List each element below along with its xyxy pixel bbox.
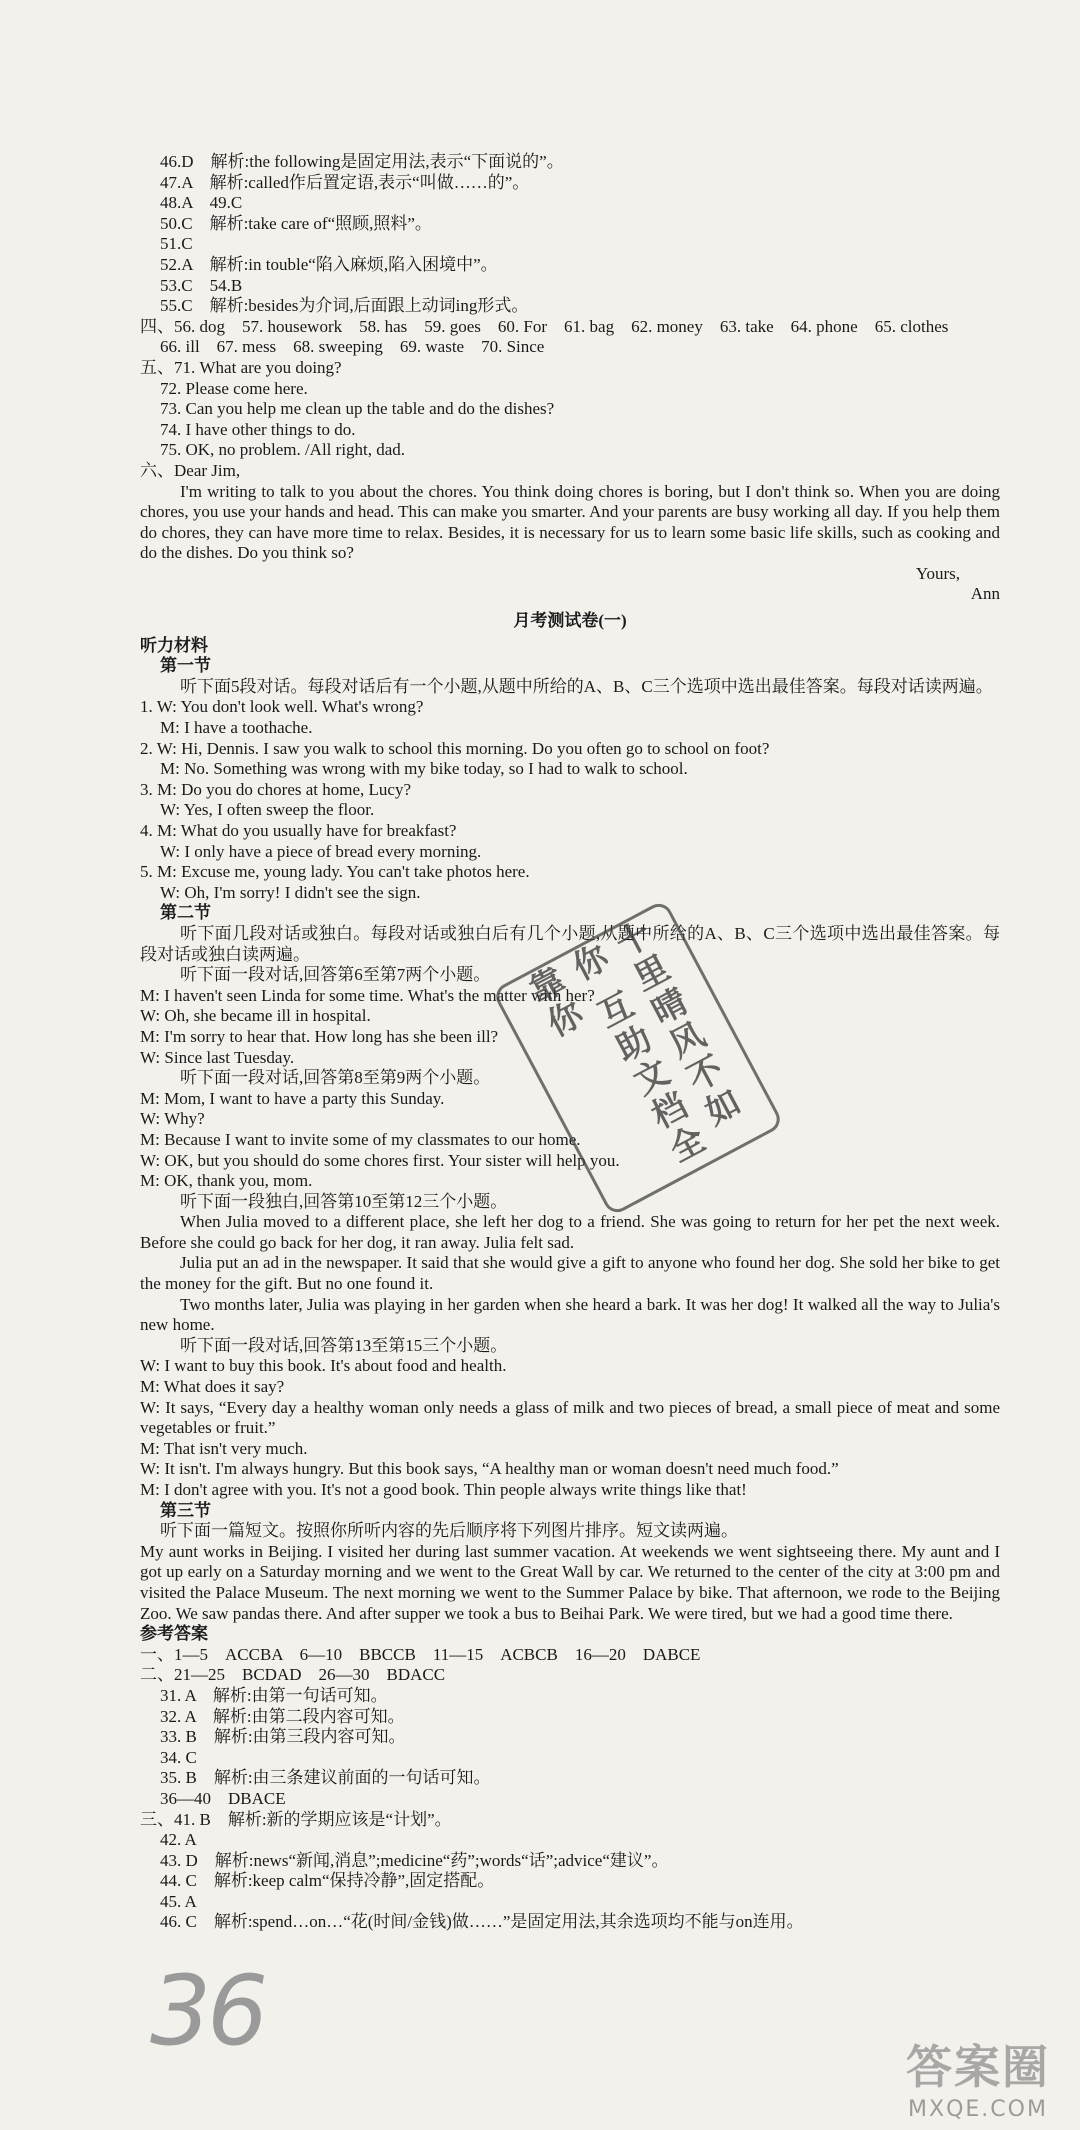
monologue-paragraph: When Julia moved to a different place, she left her dog to a friend. She was going to return for her pet the next week. Before she could go back for her dog, it ran away. Julia felt sad. xyxy=(140,1212,1000,1252)
answer-line: 47.A 解析:called作后置定语,表示“叫做……的”。 xyxy=(160,172,530,192)
answer-line: 45. A xyxy=(160,1891,197,1911)
dialogue-line: W: It isn't. I'm always hungry. But this book says, “A healthy man or woman doesn't need much food.” xyxy=(140,1459,839,1479)
section-5-answer: 五、71. What are you doing? xyxy=(140,357,342,377)
part3-intro: 听下面一篇短文。按照你所听内容的先后顺序将下列图片排序。短文读两遍。 xyxy=(160,1521,738,1541)
answer-line: 44. C 解析:keep calm“保持冷静”,固定搭配。 xyxy=(160,1871,495,1891)
dialogue-line: W: OK, but you should do some chores first. Your sister will help you. xyxy=(140,1150,620,1170)
page-number: 36 xyxy=(150,1955,265,2067)
part3-heading: 第三节 xyxy=(160,1500,211,1520)
listening-heading: 听力材料 xyxy=(140,635,208,655)
answer-line: 三、41. B 解析:新的学期应该是“计划”。 xyxy=(140,1809,452,1829)
dialogue-line: W: I only have a piece of bread every morning. xyxy=(160,841,482,861)
question-instruction: 听下面一段对话,回答第13至第15三个小题。 xyxy=(180,1335,508,1355)
dialogue-line: M: I don't agree with you. It's not a good book. Thin people always write things like that! xyxy=(140,1480,747,1499)
dialogue-line: M: No. Something was wrong with my bike today, so I had to walk to school. xyxy=(160,759,688,779)
dialogue-line: M: I haven't seen Linda for some time. What's the matter with her? xyxy=(140,985,595,1005)
answer-line: 55.C 解析:besides为介词,后面跟上动词ing形式。 xyxy=(160,296,529,316)
answer-line: 二、21—25 BCDAD 26—30 BDACC xyxy=(140,1665,446,1685)
letter-body: I'm writing to talk to you about the chores. You think doing chores is boring, but I don't think so. When you are doing chores, you use your hands and head. This can make you smarter. And your parents are busy working all day. If you help them do chores, they can have more time to relax. Besides, it is necessary for us to learn some basic life skills, such as cooking and do the dishes. Do you think so? xyxy=(140,481,1000,563)
answers-heading: 参考答案 xyxy=(140,1624,208,1644)
section-4-answers: 四、56. dog 57. housework 58. has 59. goes 60. For 61. bag 62. money 63. take 64. phone 65. clothes xyxy=(140,316,949,336)
dialogue-line: W: I want to buy this book. It's about food and health. xyxy=(140,1356,507,1376)
answer-line: 53.C 54.B xyxy=(160,275,243,295)
answer-line: 35. B 解析:由三条建议前面的一句话可知。 xyxy=(160,1768,491,1788)
section-5-answer: 75. OK, no problem. /All right, dad. xyxy=(160,440,406,460)
letter-sign: Ann xyxy=(970,584,1000,604)
part1-intro: 听下面5段对话。每段对话后有一个小题,从题中所给的A、B、C三个选项中选出最佳答案。每段对话读两遍。 xyxy=(180,676,993,696)
dialogue-line: W: Oh, I'm sorry! I didn't see the sign. xyxy=(160,882,421,902)
dialogue-line: M: I'm sorry to hear that. How long has she been ill? xyxy=(140,1026,499,1046)
letter-close: Yours, xyxy=(915,563,960,583)
section-4-answers-cont: 66. ill 67. mess 68. sweeping 69. waste 70. Since xyxy=(160,337,545,357)
dialogue-line: W: Since last Tuesday. xyxy=(140,1047,295,1067)
answer-line: 42. A xyxy=(160,1830,197,1850)
dialogue-line: 5. M: Excuse me, young lady. You can't take photos here. xyxy=(140,862,530,882)
monologue-paragraph: Julia put an ad in the newspaper. It said that she would give a gift to anyone who found her dog. She sold her bike to get the money for the gift. But no one found it. xyxy=(140,1253,1000,1294)
dialogue-line: 1. W: You don't look well. What's wrong? xyxy=(140,697,424,717)
dialogue-line: 3. M: Do you do chores at home, Lucy? xyxy=(140,779,411,799)
part3-text: My aunt works in Beijing. I visited her during last summer vacation. At weekends we went sightseeing there. My aunt and I got up early on a Saturday morning and we went to the Great Wall by car. We returned to the center of the city at 3:00 pm and visited the Palace Museum. The next morning we went to the Summer Palace by bike. That afternoon, we rode to the Beijing Zoo. We saw pandas there. And after supper we took a bus to Beihai Park. We were tired, but we had a good time there. xyxy=(140,1541,1000,1623)
answer-line: 36—40 DBACE xyxy=(160,1788,286,1808)
question-instruction: 听下面一段对话,回答第8至第9两个小题。 xyxy=(180,1068,491,1088)
watermark-logo-text: 答案圈 xyxy=(906,2040,1050,2094)
answer-line: 48.A 49.C xyxy=(160,193,243,213)
watermark-url: MXQE.COM xyxy=(908,2097,1048,2122)
dialogue-line: W: Yes, I often sweep the floor. xyxy=(160,800,375,820)
answer-line: 34. C xyxy=(160,1747,197,1767)
answer-line: 52.A 解析:in touble“陷入麻烦,陷入困境中”。 xyxy=(160,254,498,274)
answer-line: 51.C xyxy=(160,234,193,254)
stamp-seal: 十里晴风不如你 互助文档全靠你 xyxy=(491,899,784,1217)
answer-line: 46.D 解析:the following是固定用法,表示“下面说的”。 xyxy=(160,152,564,171)
dialogue-line: M: What does it say? xyxy=(140,1377,285,1397)
section-5-answer: 72. Please come here. xyxy=(160,378,308,398)
part1-heading: 第一节 xyxy=(160,656,211,676)
question-instruction: 听下面一段独白,回答第10至第12三个小题。 xyxy=(180,1191,508,1211)
section-6-title: 六、Dear Jim, xyxy=(140,460,241,480)
dialogue-line: W: It says, “Every day a healthy woman only needs a glass of milk and two pieces of bread, a small piece of meat and some vegetables or fruit.” xyxy=(140,1397,1000,1438)
answer-line: 46. C 解析:spend…on…“花(时间/金钱)做……”是固定用法,其余选项均不能与on连用。 xyxy=(160,1912,804,1932)
part2-heading: 第二节 xyxy=(160,903,211,923)
dialogue-line: W: Why? xyxy=(140,1109,205,1129)
dialogue-line: 2. W: Hi, Dennis. I saw you walk to school this morning. Do you often go to school on foot? xyxy=(140,738,770,758)
dialogue-line: M: Because I want to invite some of my classmates to our home. xyxy=(140,1129,581,1149)
section-5-answer: 74. I have other things to do. xyxy=(160,419,356,439)
question-instruction: 听下面一段对话,回答第6至第7两个小题。 xyxy=(180,965,491,985)
dialogue-line: M: I have a toothache. xyxy=(160,718,313,738)
dialogue-line: 4. M: What do you usually have for breakfast? xyxy=(140,821,457,840)
answer-line: 31. A 解析:由第一句话可知。 xyxy=(160,1685,388,1705)
dialogue-line: M: That isn't very much. xyxy=(140,1438,308,1458)
answer-line: 50.C 解析:take care of“照顾,照料”。 xyxy=(160,213,432,233)
part2-intro: 听下面几段对话或独白。每段对话或独白后有几个小题,从题中所给的A、B、C三个选项中选出最佳答案。每段对话或独白读两遍。 xyxy=(140,923,1000,964)
answer-line: 一、1—5 ACCBA 6—10 BBCCB 11—15 ACBCB 16—20 DABCE xyxy=(140,1644,701,1664)
site-watermark xyxy=(906,2031,1050,2122)
test-title: 月考测试卷(一) xyxy=(513,611,627,631)
monologue-paragraph: Two months later, Julia was playing in her garden when she heard a bark. It was her dog! It walked all the way to Julia's new home. xyxy=(140,1294,1000,1335)
answer-line: 32. A 解析:由第二段内容可知。 xyxy=(160,1706,405,1726)
dialogue-line: W: Oh, she became ill in hospital. xyxy=(140,1006,371,1026)
dialogue-line: M: Mom, I want to have a party this Sunday. xyxy=(140,1088,445,1108)
section-5-answer: 73. Can you help me clean up the table and do the dishes? xyxy=(160,399,555,419)
answer-line: 33. B 解析:由第三段内容可知。 xyxy=(160,1727,406,1747)
dialogue-line: M: OK, thank you, mom. xyxy=(140,1171,313,1191)
answer-line: 43. D 解析:news“新闻,消息”;medicine“药”;words“话”;advice“建议”。 xyxy=(160,1850,669,1870)
